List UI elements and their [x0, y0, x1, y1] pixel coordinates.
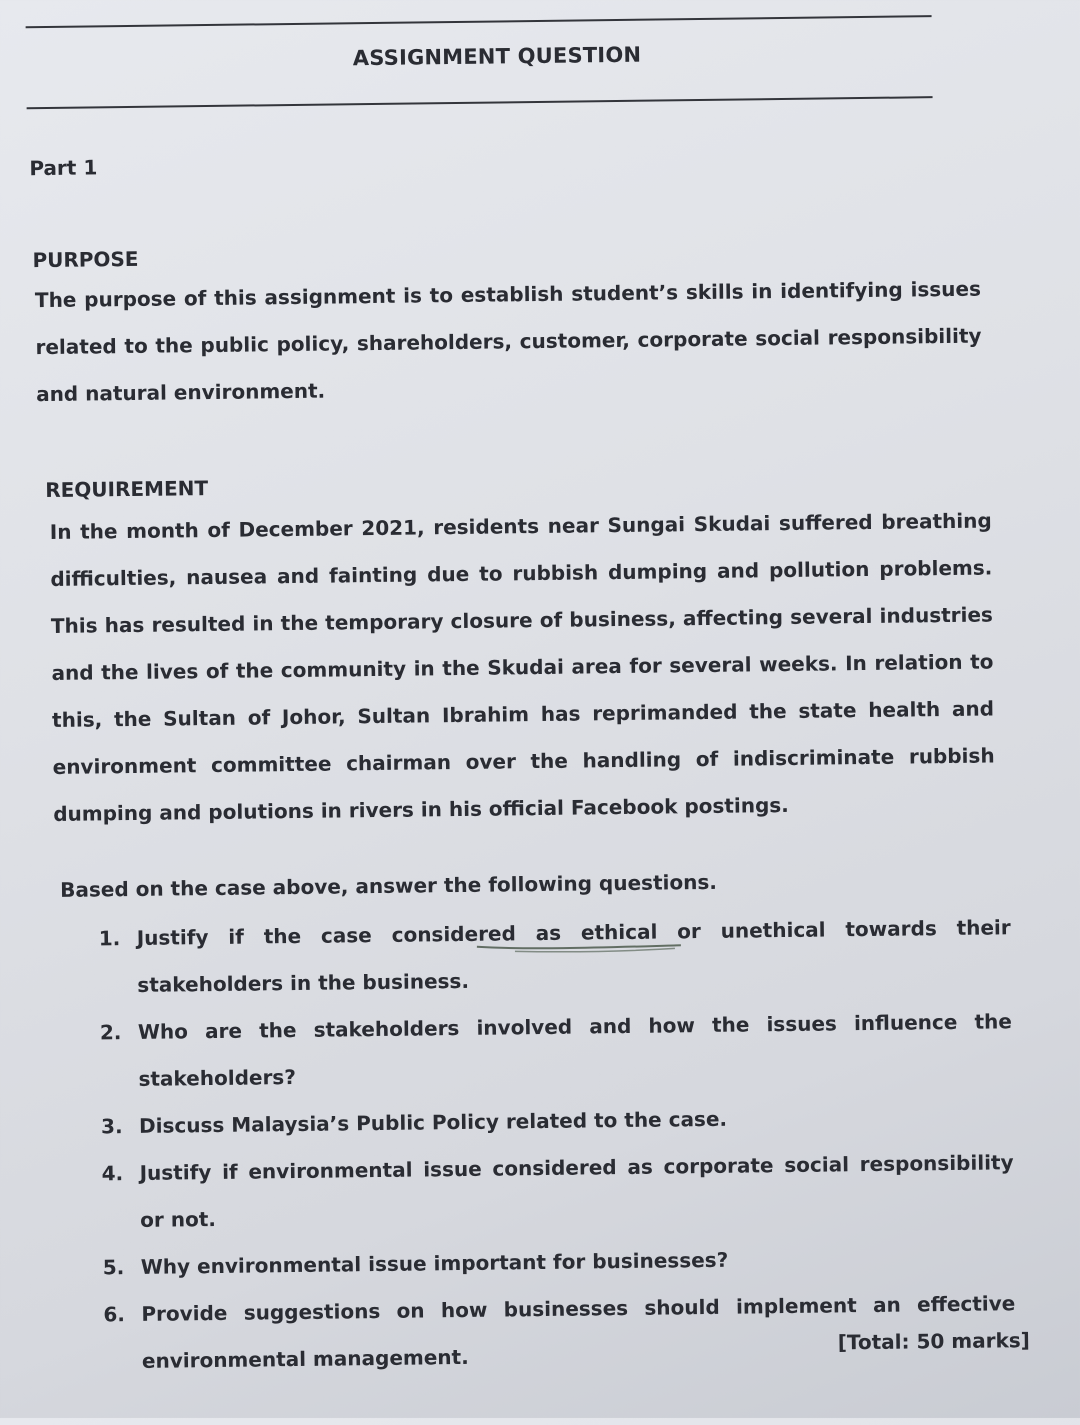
purpose-paragraph: The purpose of this assignment is to establish student’s skills in identifying issues related to the public policy, shareholders, customer, corporate social responsibility and natural environment.	[34, 276, 982, 407]
purpose-heading: PURPOSE	[32, 246, 139, 273]
total-marks: [Total: 50 marks]	[837, 1328, 1030, 1355]
question-item	[100, 998, 1013, 1103]
question-text: Why environmental issue important for businesses?	[140, 1247, 729, 1279]
question-number: 5.	[102, 1255, 125, 1280]
page-title: ASSIGNMENT QUESTION	[352, 42, 642, 71]
questions-list	[98, 904, 1016, 1385]
title-underline-rule	[27, 96, 933, 109]
question-number: 3.	[100, 1114, 123, 1139]
part-label: Part 1	[29, 155, 98, 181]
question-text: Provide suggestions on how businesses should implement an effective environmental management.	[141, 1291, 1016, 1373]
requirement-paragraph: In the month of December 2021, residents near Sungai Skudai suffered breathing difficulties, nausea and fainting due to rubbish dumping and pollution problems. This has resulted in the temporary closure of business, affecting several industries and the lives of the community in the Skudai area for several weeks. In relation to this, the Sultan of Johor, Sultan Ibrahim has reprimanded the state health and environment committee chairman over the handling of indiscriminate rubbish dumping and polutions in rivers in his official Facebook postings.	[49, 508, 995, 826]
handwritten-underline-mark	[475, 936, 685, 959]
requirement-heading: REQUIREMENT	[45, 476, 209, 503]
question-item	[101, 1139, 1014, 1244]
question-text: Who are the stakeholders involved and how the issues influence the stakeholders?	[137, 1009, 1012, 1091]
question-text: Justify if the case considered as ethical or unethical towards their stakeholders in the business.	[136, 915, 1011, 997]
question-number: 6.	[103, 1302, 126, 1327]
question-text: Justify if environmental issue considered as corporate social responsibility or not.	[139, 1150, 1014, 1232]
questions-intro: Based on the case above, answer the following questions.	[60, 869, 718, 902]
question-text: Discuss Malaysia’s Public Policy related to the case.	[138, 1106, 728, 1138]
question-number: 1.	[98, 926, 121, 951]
question-number: 2.	[99, 1020, 122, 1045]
top-rule	[26, 15, 932, 28]
question-number: 4.	[101, 1161, 124, 1186]
